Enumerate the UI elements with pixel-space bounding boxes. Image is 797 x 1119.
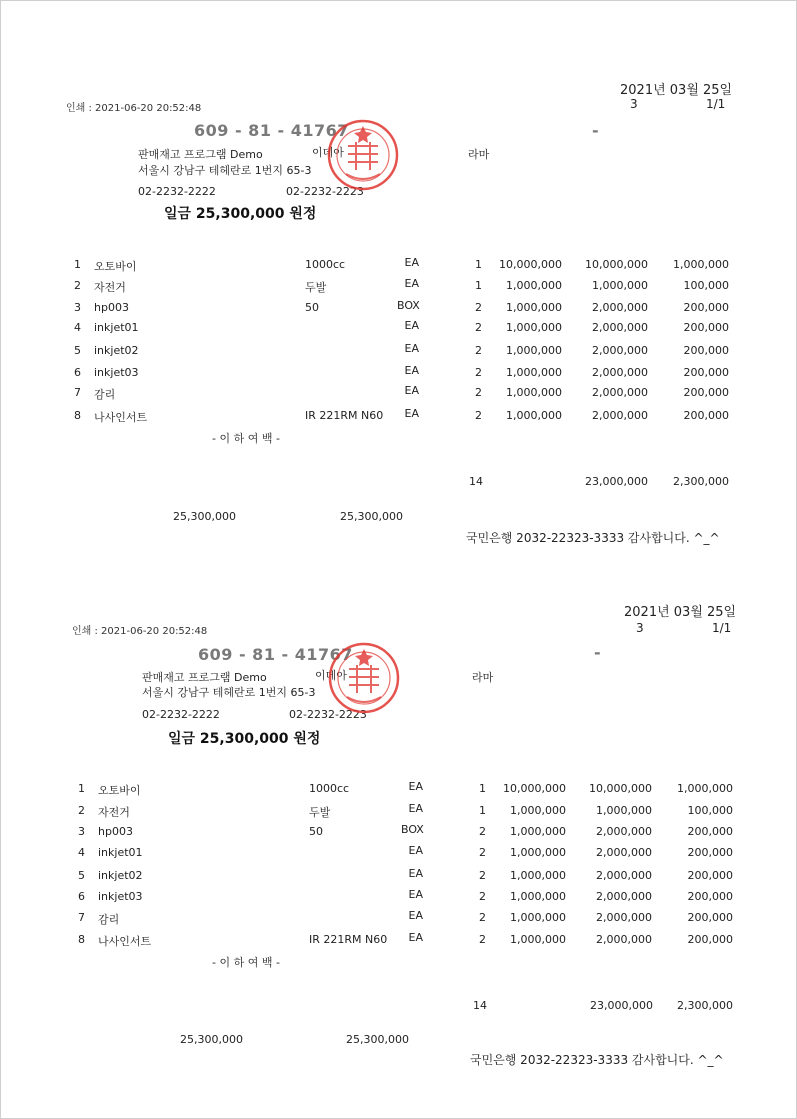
item-price: 1,000,000 [510, 825, 566, 838]
item-name: inkjet02 [94, 344, 139, 357]
customer-dash: - [592, 121, 600, 140]
item-qty: 2 [475, 321, 482, 334]
item-spec: 두발 [309, 806, 331, 819]
customer-name: 라마 [468, 148, 490, 161]
item-name: hp003 [98, 825, 133, 838]
item-name: 감리 [94, 388, 116, 401]
supplier-address: 서울시 강남구 테헤란로 1번지 65-3 [142, 686, 316, 699]
total-tax: 2,300,000 [673, 475, 729, 488]
item-qty: 1 [479, 804, 486, 817]
page-number: 1/1 [712, 621, 732, 635]
customer-name: 라마 [472, 671, 494, 684]
item-price: 1,000,000 [506, 409, 562, 422]
item-qty: 2 [475, 344, 482, 357]
total-supply: 23,000,000 [590, 999, 653, 1012]
item-name: 오토바이 [94, 260, 137, 273]
supplier-phone: 02-2232-2222 [138, 185, 216, 198]
item-supply: 2,000,000 [596, 846, 652, 859]
item-tax: 100,000 [683, 279, 729, 292]
item-qty: 2 [479, 869, 486, 882]
item-supply: 2,000,000 [592, 386, 648, 399]
item-tax: 200,000 [683, 344, 729, 357]
supplier-company: 판매재고 프로그램 Demo [142, 671, 267, 684]
item-price: 1,000,000 [510, 804, 566, 817]
seal-stamp-icon [327, 641, 401, 715]
item-tax: 200,000 [687, 846, 733, 859]
item-name: 오토바이 [98, 784, 141, 797]
item-unit: EA [404, 384, 419, 397]
item-qty: 2 [475, 366, 482, 379]
item-supply: 10,000,000 [585, 258, 648, 271]
item-price: 1,000,000 [510, 846, 566, 859]
item-tax: 200,000 [683, 301, 729, 314]
item-tax: 200,000 [683, 409, 729, 422]
item-tax: 200,000 [687, 869, 733, 882]
supplier-representative: 이데아 [312, 146, 344, 159]
page-number: 1/1 [706, 97, 726, 111]
item-spec: IR 221RM N60 [305, 409, 384, 422]
supplier-fax: 02-2232-2223 [286, 185, 364, 198]
received-amount: 25,300,000 [340, 510, 403, 523]
item-qty: 2 [475, 386, 482, 399]
grand-total: 25,300,000 [173, 510, 236, 523]
item-no: 5 [74, 344, 81, 357]
item-unit: EA [404, 407, 419, 420]
item-price: 1,000,000 [506, 321, 562, 334]
item-name: 나사인서트 [94, 411, 148, 424]
supplier-representative: 이데아 [315, 669, 347, 682]
total-qty: 14 [469, 475, 483, 488]
item-unit: EA [404, 364, 419, 377]
item-price: 1,000,000 [506, 386, 562, 399]
item-supply: 2,000,000 [596, 869, 652, 882]
blank-note: - 이 하 여 백 - [212, 432, 280, 445]
total-qty: 14 [473, 999, 487, 1012]
item-name: 자전거 [94, 281, 126, 294]
item-qty: 2 [479, 890, 486, 903]
item-tax: 200,000 [687, 933, 733, 946]
grand-total: 25,300,000 [180, 1033, 243, 1046]
item-tax: 1,000,000 [677, 782, 733, 795]
item-tax: 200,000 [683, 366, 729, 379]
item-price: 1,000,000 [510, 933, 566, 946]
item-unit: EA [408, 931, 423, 944]
seal-stamp-icon [326, 118, 400, 192]
item-no: 8 [78, 933, 85, 946]
item-unit: EA [404, 342, 419, 355]
item-no: 4 [78, 846, 85, 859]
item-unit: EA [408, 888, 423, 901]
item-supply: 2,000,000 [592, 409, 648, 422]
total-supply: 23,000,000 [585, 475, 648, 488]
item-unit: BOX [397, 299, 420, 312]
supplier-phone: 02-2232-2222 [142, 708, 220, 721]
item-supply: 2,000,000 [592, 301, 648, 314]
item-name: 나사인서트 [98, 935, 152, 948]
item-no: 8 [74, 409, 81, 422]
item-name: 감리 [98, 913, 120, 926]
serial-number: 3 [636, 621, 644, 635]
item-unit: EA [404, 319, 419, 332]
item-unit: BOX [401, 823, 424, 836]
item-qty: 1 [475, 258, 482, 271]
item-no: 3 [74, 301, 81, 314]
total-tax: 2,300,000 [677, 999, 733, 1012]
item-no: 5 [78, 869, 85, 882]
item-no: 7 [74, 386, 81, 399]
item-no: 6 [78, 890, 85, 903]
item-price: 1,000,000 [506, 366, 562, 379]
item-spec: 두발 [305, 281, 327, 294]
item-spec: 1000cc [305, 258, 346, 271]
item-no: 1 [78, 782, 85, 795]
item-name: inkjet03 [94, 366, 139, 379]
supplier-address: 서울시 강남구 테헤란로 1번지 65-3 [138, 164, 312, 177]
item-qty: 2 [479, 933, 486, 946]
item-supply: 10,000,000 [589, 782, 652, 795]
item-name: inkjet01 [94, 321, 139, 334]
item-no: 2 [78, 804, 85, 817]
item-tax: 100,000 [687, 804, 733, 817]
invoice-copy-1 [0, 0, 797, 545]
item-tax: 200,000 [687, 825, 733, 838]
item-no: 3 [78, 825, 85, 838]
invoice-copy-2 [0, 525, 797, 1065]
serial-number: 3 [630, 97, 638, 111]
amount-in-words: 일금 25,300,000 원정 [164, 206, 317, 222]
item-spec: 50 [305, 301, 319, 314]
item-no: 2 [74, 279, 81, 292]
blank-note: - 이 하 여 백 - [212, 956, 280, 969]
bank-note: 국민은행 2032-22323-3333 감사합니다. ^_^ [470, 1053, 724, 1067]
printed-timestamp: 인쇄 : 2021-06-20 20:52:48 [72, 626, 208, 637]
item-price: 1,000,000 [510, 911, 566, 924]
item-unit: EA [408, 844, 423, 857]
item-price: 1,000,000 [510, 869, 566, 882]
item-supply: 2,000,000 [592, 366, 648, 379]
customer-dash: - [594, 643, 602, 662]
item-name: hp003 [94, 301, 129, 314]
item-name: inkjet01 [98, 846, 143, 859]
item-spec: IR 221RM N60 [309, 933, 388, 946]
item-name: 자전거 [98, 806, 130, 819]
item-supply: 2,000,000 [596, 911, 652, 924]
item-price: 10,000,000 [499, 258, 562, 271]
received-amount: 25,300,000 [346, 1033, 409, 1046]
item-supply: 1,000,000 [596, 804, 652, 817]
item-price: 1,000,000 [506, 344, 562, 357]
item-tax: 200,000 [687, 890, 733, 903]
item-price: 1,000,000 [510, 890, 566, 903]
item-qty: 2 [475, 409, 482, 422]
invoice-date: 2021년 03월 25일 [624, 605, 737, 620]
item-price: 10,000,000 [503, 782, 566, 795]
item-no: 1 [74, 258, 81, 271]
item-supply: 2,000,000 [596, 933, 652, 946]
item-qty: 1 [479, 782, 486, 795]
item-price: 1,000,000 [506, 301, 562, 314]
item-no: 7 [78, 911, 85, 924]
item-supply: 1,000,000 [592, 279, 648, 292]
bank-note: 국민은행 2032-22323-3333 감사합니다. ^_^ [466, 531, 720, 545]
item-price: 1,000,000 [506, 279, 562, 292]
item-supply: 2,000,000 [592, 344, 648, 357]
item-spec: 1000cc [309, 782, 350, 795]
item-supply: 2,000,000 [596, 825, 652, 838]
business-number: 609 - 81 - 41767 [194, 121, 349, 140]
supplier-fax: 02-2232-2223 [289, 708, 367, 721]
item-unit: EA [408, 867, 423, 880]
item-tax: 200,000 [687, 911, 733, 924]
item-no: 4 [74, 321, 81, 334]
item-supply: 2,000,000 [592, 321, 648, 334]
item-qty: 1 [475, 279, 482, 292]
amount-in-words: 일금 25,300,000 원정 [168, 731, 321, 747]
item-qty: 2 [479, 825, 486, 838]
item-tax: 200,000 [683, 321, 729, 334]
item-qty: 2 [479, 911, 486, 924]
item-name: inkjet02 [98, 869, 143, 882]
item-unit: EA [404, 256, 419, 269]
item-unit: EA [408, 909, 423, 922]
item-unit: EA [408, 780, 423, 793]
printed-timestamp: 인쇄 : 2021-06-20 20:52:48 [66, 103, 202, 114]
item-qty: 2 [475, 301, 482, 314]
business-number: 609 - 81 - 41767 [198, 645, 353, 664]
item-supply: 2,000,000 [596, 890, 652, 903]
invoice-date: 2021년 03월 25일 [620, 83, 733, 98]
item-no: 6 [74, 366, 81, 379]
item-tax: 200,000 [683, 386, 729, 399]
item-unit: EA [408, 802, 423, 815]
supplier-company: 판매재고 프로그램 Demo [138, 148, 263, 161]
item-spec: 50 [309, 825, 323, 838]
item-name: inkjet03 [98, 890, 143, 903]
item-qty: 2 [479, 846, 486, 859]
item-tax: 1,000,000 [673, 258, 729, 271]
item-unit: EA [404, 277, 419, 290]
